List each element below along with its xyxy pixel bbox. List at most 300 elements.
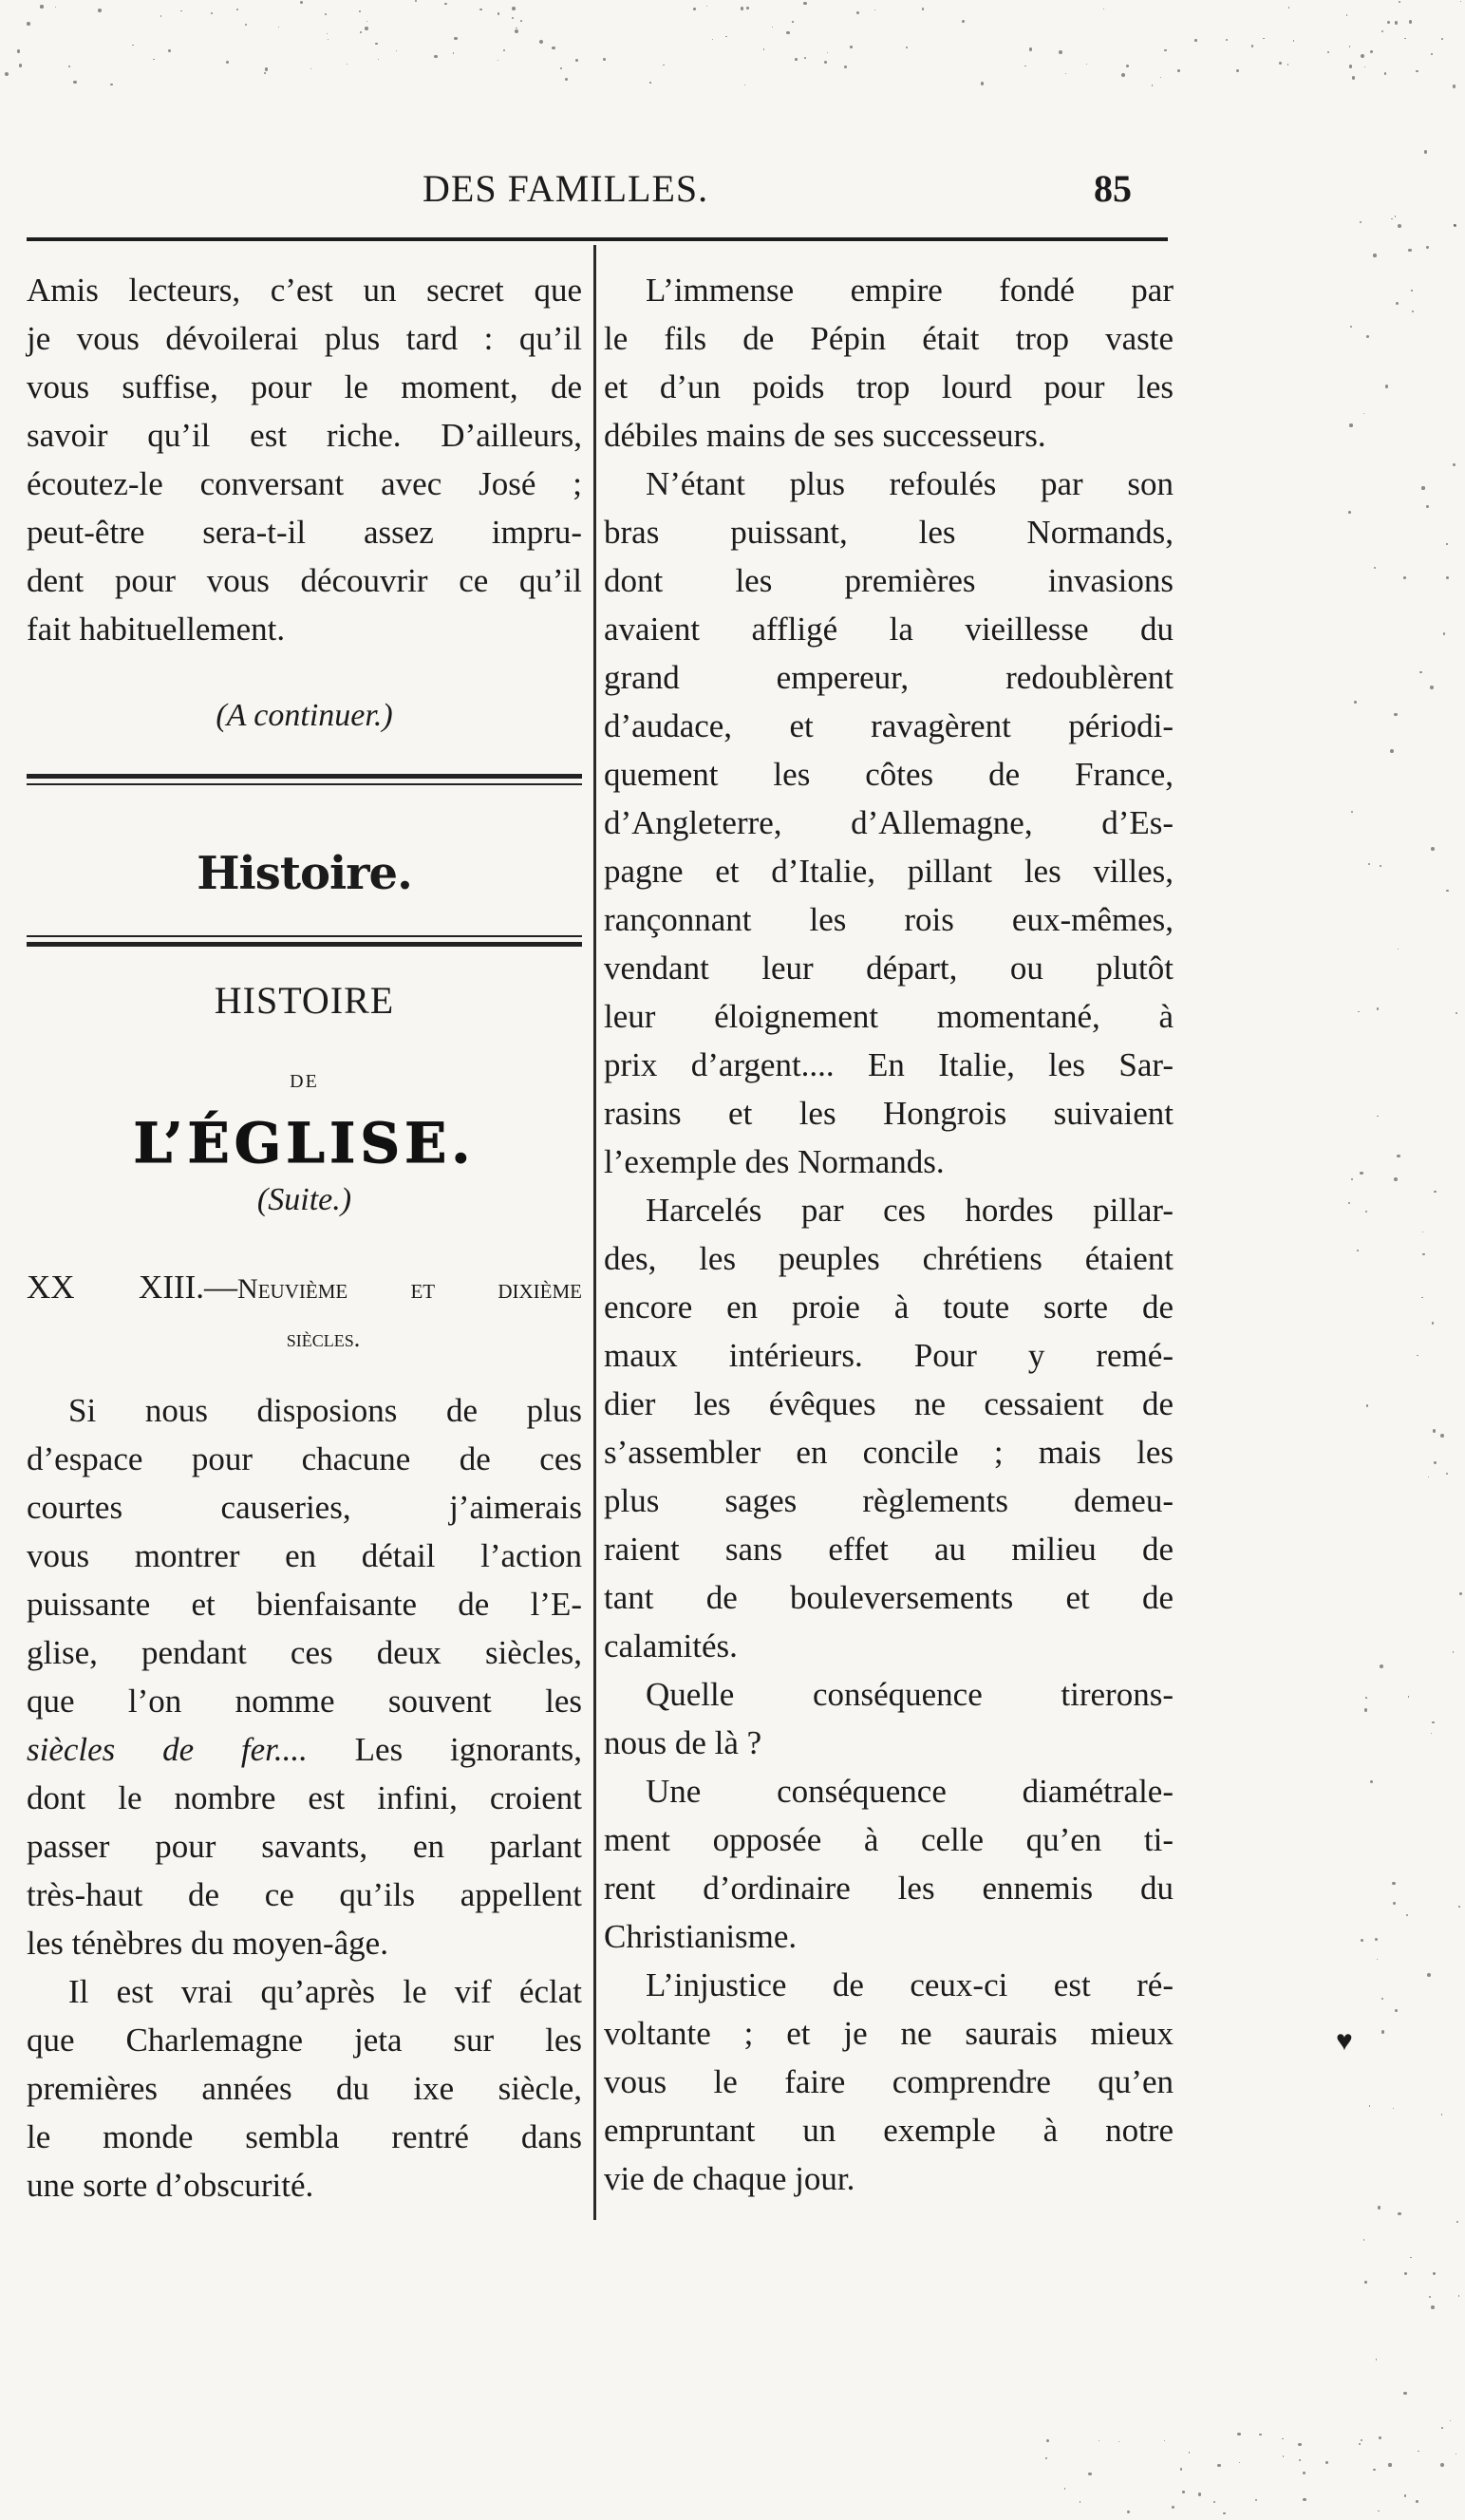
text-line: Harcelés par ces hordes pillar-: [646, 1192, 1174, 1229]
text-line: dier les évêques ne cessaient de: [604, 1385, 1174, 1422]
text-line: que Charlemagne jeta sur les: [27, 2022, 582, 2059]
speck: [236, 9, 239, 11]
speck: [1351, 811, 1353, 813]
speck: [1458, 2295, 1459, 2296]
speck: [1299, 2459, 1301, 2461]
speck: [1432, 1721, 1435, 1724]
chapter-title-line2: siècles.: [286, 1325, 361, 1352]
speck: [552, 47, 555, 50]
speck: [827, 52, 828, 53]
speck: [1213, 2501, 1215, 2503]
speck: [1422, 1253, 1425, 1256]
speck: [1384, 72, 1386, 74]
speck: [1418, 2451, 1419, 2453]
speck: [1360, 1172, 1362, 1175]
speck: [693, 8, 695, 9]
speck: [359, 10, 361, 12]
speck: [434, 55, 437, 58]
text-line: rasins et les Hongrois suivaient: [604, 1095, 1174, 1132]
italic-phrase: siècles de fer....: [27, 1731, 355, 1768]
speck: [1416, 2500, 1418, 2503]
speck: [375, 43, 378, 46]
speck: [575, 59, 578, 62]
speck: [824, 61, 827, 64]
speck: [1456, 1012, 1458, 1015]
speck: [1453, 1651, 1454, 1652]
speck: [746, 7, 749, 9]
text-line: le monde sembla rentré dans: [27, 2118, 582, 2155]
speck: [1303, 2498, 1305, 2501]
text-line: nous de là ?: [604, 1724, 762, 1761]
speck: [1399, 1, 1400, 3]
speck: [1431, 847, 1435, 851]
speck: [1164, 2440, 1165, 2441]
speck: [1358, 1011, 1359, 1012]
speck: [850, 46, 853, 48]
text-line: Quelle conséquence tirerons-: [646, 1676, 1174, 1713]
speck: [1346, 14, 1348, 16]
speck: [1456, 2221, 1458, 2223]
speck: [1226, 39, 1228, 41]
speck: [503, 49, 505, 51]
article-body-left: [27, 1386, 582, 2210]
speck: [160, 15, 161, 16]
speck: [1365, 1211, 1367, 1213]
speck: [325, 13, 328, 16]
speck: [1046, 2439, 1049, 2442]
text-line: voltante ; et je ne saurais mieux: [604, 2015, 1174, 2052]
speck: [55, 7, 56, 8]
speck: [1065, 73, 1066, 74]
text-line: dont le nombre est infini, croient: [27, 1779, 582, 1816]
text-line: débiles mains de ses successeurs.: [604, 417, 1046, 454]
speck: [180, 10, 182, 12]
text-line: fait habituellement.: [27, 611, 286, 648]
speck: [444, 3, 447, 6]
text-line: vendant leur départ, ou plutôt: [604, 950, 1174, 987]
text-line: des, les peuples chrétiens étaient: [604, 1240, 1174, 1277]
article-kicker: HISTOIRE: [214, 979, 395, 1022]
speck: [803, 2, 806, 5]
speck: [1325, 2461, 1328, 2464]
text-line: maux intérieurs. Pour y remé-: [604, 1337, 1174, 1374]
speck: [110, 84, 113, 86]
speck: [1351, 1178, 1353, 1180]
speck: [1370, 1780, 1374, 1784]
text-line: vous montrer en détail l’action: [27, 1537, 582, 1574]
speck: [1349, 423, 1352, 426]
speck: [1086, 64, 1088, 66]
speck: [1426, 246, 1429, 249]
speck: [741, 7, 744, 10]
speck: [1408, 1696, 1409, 1697]
article-suite: (Suite.): [256, 1182, 352, 1217]
speck: [1460, 1, 1461, 2]
speck: [68, 66, 70, 67]
speck: [415, 0, 417, 2]
speck: [1408, 249, 1411, 252]
speck: [360, 31, 362, 33]
speck: [1045, 2457, 1047, 2459]
text-line: Amis lecteurs, c’est un secret que: [27, 272, 582, 309]
speck: [1446, 576, 1449, 579]
text-line: puissante et bienfaisante de l’E-: [27, 1586, 582, 1623]
speck: [1377, 1959, 1379, 1961]
text-line: vous suffise, pour le moment, de: [27, 368, 582, 405]
speck: [1433, 1429, 1437, 1433]
speck: [153, 59, 155, 61]
speck: [1426, 505, 1429, 508]
speck: [454, 37, 458, 41]
speck: [786, 31, 789, 34]
text-line: Il est vrai qu’après le vif éclat: [68, 1973, 582, 2010]
speck: [1431, 2305, 1435, 2309]
text-line: plus sages règlements demeu-: [604, 1482, 1174, 1519]
text-line: raient sans effet au milieu de: [604, 1531, 1174, 1568]
speck: [1349, 65, 1353, 68]
speck: [1453, 463, 1456, 466]
speck: [1236, 69, 1239, 72]
speck: [962, 20, 965, 23]
speck: [1458, 1906, 1460, 1908]
speck: [1394, 713, 1397, 716]
speck: [378, 59, 379, 60]
speck: [1379, 2436, 1380, 2438]
speck: [1217, 2464, 1220, 2467]
speck: [1381, 1998, 1383, 2000]
speck: [1352, 76, 1356, 80]
section-title: Histoire.: [197, 847, 412, 900]
text-line: encore en proie à toute sorte de: [604, 1288, 1174, 1326]
text-line: savoir qu’il est riche. D’ailleurs,: [27, 417, 582, 454]
speck: [168, 49, 171, 52]
speck: [1433, 2272, 1436, 2275]
speck: [211, 12, 213, 14]
speck: [712, 39, 713, 40]
section-rule-bottom: [27, 935, 582, 951]
speck: [1377, 1007, 1380, 1010]
text-line: tant de bouleversements et de: [604, 1579, 1174, 1616]
speck: [498, 12, 500, 15]
speck: [1354, 701, 1356, 703]
speck: [98, 9, 102, 12]
speck: [1263, 38, 1264, 39]
speck: [1364, 2281, 1367, 2284]
speck: [1380, 1664, 1383, 1668]
speck: [1373, 2469, 1375, 2471]
speck: [278, 27, 279, 28]
text-line: courtes causeries, j’aimerais: [27, 1489, 582, 1526]
speck: [1164, 49, 1167, 52]
text-line: et d’un poids trop lourd pour les: [604, 368, 1174, 405]
to-be-continued: (A continuer.): [216, 698, 393, 733]
speck: [1406, 1914, 1408, 1916]
speck: [1361, 1939, 1363, 1942]
speck: [1381, 2030, 1384, 2033]
speck: [1404, 2494, 1407, 2497]
speck: [1412, 310, 1414, 312]
text-line: N’étant plus refoulés par son: [646, 465, 1174, 502]
speck: [366, 21, 367, 22]
speck: [1350, 326, 1352, 328]
running-head: DES FAMILLES.: [423, 167, 709, 210]
speck: [226, 61, 229, 64]
speck: [1428, 1476, 1429, 1477]
text-line: écoutez-le conversant avec José ;: [27, 465, 582, 502]
text-line: calamités.: [604, 1627, 738, 1664]
speck: [1357, 1250, 1359, 1251]
speck: [1365, 1697, 1367, 1699]
speck: [1251, 45, 1254, 47]
speck: [1239, 2462, 1240, 2463]
text-line: une sorte d’obscurité.: [27, 2167, 314, 2204]
chapter-heading: [27, 1263, 582, 1363]
speck: [1398, 949, 1399, 950]
speck: [1431, 1733, 1432, 1734]
text-line: empruntant un exemple à notre: [604, 2112, 1174, 2149]
speck: [1443, 632, 1446, 635]
speck: [1446, 890, 1449, 893]
text-line: peut-être sera-t-il assez impru-: [27, 514, 582, 551]
speck: [17, 49, 20, 52]
speck: [1198, 2492, 1202, 2496]
speck: [1385, 385, 1388, 387]
speck: [1446, 1473, 1448, 1475]
speck: [1441, 2427, 1443, 2429]
speck: [1287, 64, 1289, 66]
speck: [132, 45, 134, 47]
speck: [1160, 77, 1162, 79]
speck: [1366, 335, 1369, 338]
speck: [1282, 2438, 1283, 2439]
speck: [515, 29, 518, 33]
speck: [1374, 567, 1376, 569]
text-line: rent d’ordinaire les ennemis du: [604, 1870, 1174, 1907]
speck: [19, 64, 23, 67]
speck: [1398, 2212, 1400, 2215]
text-line: quement les côtes de France,: [604, 756, 1174, 793]
speck: [922, 8, 924, 9]
speck: [1390, 749, 1394, 753]
speck: [1368, 863, 1370, 865]
speck: [1388, 2463, 1391, 2466]
speck: [1411, 290, 1413, 291]
speck: [1182, 2491, 1185, 2493]
speck: [265, 67, 269, 71]
speck: [40, 5, 43, 8]
speck: [1370, 50, 1373, 53]
speck: [73, 81, 77, 85]
speck: [1417, 1355, 1418, 1356]
text-line: le fils de Pépin était trop vaste: [604, 320, 1174, 357]
text-line: premières années du ixe siècle,: [27, 2070, 582, 2107]
speck: [1293, 40, 1295, 42]
speck: [1429, 2296, 1431, 2298]
speck: [603, 58, 606, 61]
text-line: siècles de fer.... Les ignorants,: [27, 1731, 582, 1768]
speck: [1459, 1592, 1462, 1595]
text-line: rançonnant les rois eux-mêmes,: [604, 901, 1174, 938]
text-line: d’espace pour chacune de ces: [27, 1440, 582, 1477]
speck: [453, 52, 454, 53]
speck: [1303, 2472, 1305, 2474]
speck: [1387, 21, 1390, 24]
speck: [1404, 38, 1406, 40]
speck: [1441, 2114, 1442, 2115]
article-body-right: [604, 266, 1174, 2203]
text-line: les ténèbres du moyen-âge.: [27, 1925, 388, 1962]
speck: [1416, 70, 1418, 73]
speck: [328, 39, 329, 40]
speck: [1381, 30, 1383, 32]
text-line: je vous dévoilerai plus tard : qu’il: [27, 320, 582, 357]
speck: [1396, 302, 1399, 306]
chapter-number: XX XIII.—: [27, 1269, 238, 1306]
speck: [1099, 2440, 1100, 2442]
speck: [725, 36, 727, 38]
speck: [565, 78, 568, 81]
speck: [479, 9, 481, 10]
speck: [1441, 38, 1443, 40]
text-line: dent pour vous découvrir ce qu’il: [27, 562, 582, 599]
speck: [1421, 1297, 1423, 1299]
speck: [1237, 2433, 1241, 2436]
text-line: l’exemple des Normands.: [604, 1143, 945, 1180]
speck: [1088, 2473, 1092, 2476]
text-line: grand empereur, redoublèrent: [604, 659, 1174, 696]
speck: [1189, 2452, 1191, 2454]
speck: [1434, 1191, 1437, 1194]
speck: [1431, 53, 1433, 55]
text-line: que l’on nomme souvent les: [27, 1683, 582, 1720]
page-number: 85: [1094, 167, 1132, 210]
left-top-text: [27, 266, 582, 653]
speck: [1366, 1404, 1368, 1406]
speck: [1454, 224, 1456, 227]
text-line: d’audace, et ravagèrent périodi-: [604, 707, 1174, 744]
speck: [1348, 1202, 1350, 1204]
speck: [310, 68, 311, 69]
speck: [1348, 511, 1351, 514]
speck: [1450, 2420, 1451, 2421]
speck: [1391, 218, 1392, 219]
speck: [520, 20, 522, 22]
speck: [245, 24, 247, 26]
speck: [1395, 2009, 1398, 2012]
speck: [1434, 1461, 1437, 1464]
speck: [560, 67, 562, 69]
text-line: L’immense empire fondé par: [646, 272, 1174, 309]
speck: [856, 11, 859, 14]
speck: [512, 7, 516, 10]
speck: [1395, 216, 1397, 217]
speck: [1397, 1155, 1400, 1158]
speck: [1121, 73, 1125, 77]
speck: [1118, 2441, 1119, 2442]
text-line: prix d’argent.... En Italie, les Sar-: [604, 1046, 1174, 1083]
speck: [1440, 2463, 1444, 2467]
speck: [1378, 2511, 1380, 2512]
speck: [1364, 66, 1366, 68]
speck: [1259, 2434, 1261, 2435]
speck: [1419, 671, 1421, 673]
speck: [1403, 576, 1406, 579]
section-rule-top: [27, 774, 582, 785]
speck: [1432, 1322, 1435, 1325]
speck: [1377, 1116, 1379, 1118]
speck: [906, 47, 908, 48]
speck: [1424, 150, 1428, 154]
speck: [1392, 1882, 1395, 1885]
speck: [396, 50, 397, 51]
speck: [1453, 85, 1456, 87]
speck: [1378, 2206, 1380, 2209]
speck: [327, 33, 328, 34]
text-line: glise, pendant ces deux siècles,: [27, 1634, 582, 1671]
speck: [1223, 2512, 1226, 2515]
speck: [1369, 2105, 1371, 2107]
speck: [1177, 69, 1180, 72]
text-line: Une conséquence diamétrale-: [646, 1773, 1174, 1810]
speck: [1373, 254, 1377, 257]
speck: [1180, 2468, 1182, 2470]
speck: [1427, 1973, 1431, 1977]
speck: [1421, 486, 1424, 489]
speck: [1398, 224, 1401, 228]
speck: [1172, 2506, 1174, 2509]
speck: [1359, 2443, 1361, 2445]
speck: [1327, 51, 1329, 53]
speck: [649, 82, 651, 84]
chapter-title-line1: Neuvième et dixième: [237, 1273, 582, 1305]
text-line: ment opposée à celle qu’en ti-: [604, 1821, 1174, 1858]
speck: [1395, 21, 1398, 24]
speck: [663, 65, 664, 66]
speck: [804, 57, 806, 59]
speck: [512, 17, 514, 19]
speck: [1361, 54, 1364, 58]
article-de: DE: [290, 1071, 319, 1092]
text-line: d’Angleterre, d’Allemagne, d’Es-: [604, 804, 1174, 841]
speck: [1404, 2272, 1407, 2275]
speck: [844, 66, 847, 68]
speck: [795, 58, 798, 61]
text-line: pagne et d’Italie, pillant les villes,: [604, 853, 1174, 890]
speck: [1360, 221, 1362, 223]
text-line: avaient affligé la vieillesse du: [604, 611, 1174, 648]
speck: [874, 9, 875, 10]
speck: [1380, 865, 1381, 867]
speck: [1283, 2455, 1284, 2456]
text-line: vie de chaque jour.: [604, 2160, 855, 2197]
speck: [1194, 39, 1197, 42]
text-line: vous le faire comprendre qu’en: [604, 2063, 1174, 2100]
speck: [1446, 543, 1447, 544]
text-line: Si nous disposions de plus: [68, 1392, 582, 1429]
speck: [1375, 1938, 1378, 1941]
speck: [5, 72, 9, 76]
speck: [1394, 1177, 1398, 1181]
speck: [1064, 2488, 1066, 2490]
speck: [1364, 1708, 1367, 1711]
text-line: Christianisme.: [604, 1918, 798, 1955]
text-line: s’assembler en concile ; mais les: [604, 1434, 1174, 1471]
text-line: bras puissant, les Normands,: [604, 514, 1174, 551]
text-line: dont les premières invasions: [604, 562, 1174, 599]
speck: [1363, 2239, 1365, 2241]
text-line: leur éloignement momentané, à: [604, 998, 1174, 1035]
speck: [1403, 2392, 1407, 2396]
